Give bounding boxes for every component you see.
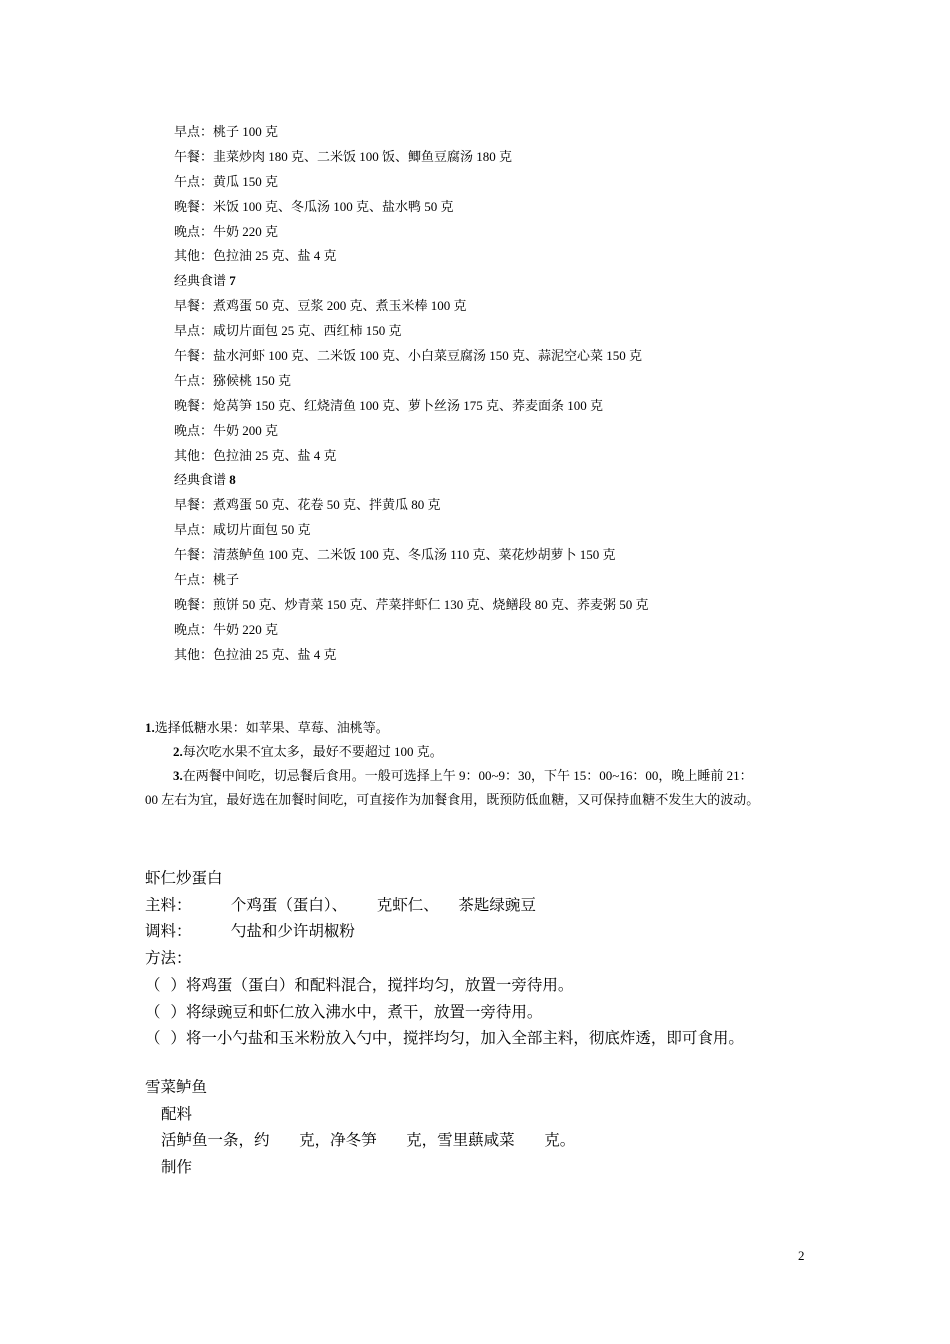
meal-line: 早餐：煮鸡蛋 50 克、豆浆 200 克、煮玉米棒 100 克 xyxy=(174,298,467,314)
recipe-perch-pickled-greens xyxy=(145,1074,825,1181)
recipe-shrimp-egg-white xyxy=(145,865,825,1052)
meal-line: 午餐：韭菜炒肉 180 克、二米饭 100 饭、鲫鱼豆腐汤 180 克 xyxy=(174,148,513,164)
meal-line: 午餐：清蒸鲈鱼 100 克、二米饭 100 克、冬瓜汤 110 克、菜花炒胡萝卜 150 克 xyxy=(174,547,616,563)
seasoning: 调料： 勺盐和少许胡椒粉 xyxy=(145,922,355,941)
meal-line: 晚点：牛奶 220 克 xyxy=(174,223,279,239)
tip-3: 3.在两餐中间吃，切忌餐后食用。一般可选择上午 9：00~9：30，下午 15：00~16：00，晚上睡前 21： xyxy=(173,768,753,783)
meal-line: 其他：色拉油 25 克、盐 4 克 xyxy=(174,248,337,264)
ingredients: 活鲈鱼一条，约 克，净冬笋 克，雪里蕻咸菜 克。 xyxy=(161,1131,576,1150)
meal-line: 午点：猕候桃 150 克 xyxy=(174,372,292,388)
meal-line: 其他：色拉油 25 克、盐 4 克 xyxy=(174,447,337,463)
tip-2: 2.每次吃水果不宜太多，最好不要超过 100 克。 xyxy=(173,744,443,759)
main-ingredients: 主料： 个鸡蛋（蛋白）、 克虾仁、 茶匙绿豌豆 xyxy=(145,895,536,914)
meal-line: 晚餐：米饭 100 克、冬瓜汤 100 克、盐水鸭 50 克 xyxy=(174,198,454,214)
meal-line: 午点：桃子 xyxy=(174,572,240,588)
meal-line: 晚餐：炝莴笋 150 克、红烧清鱼 100 克、萝卜丝汤 175 克、荞麦面条 100 克 xyxy=(174,397,604,413)
meal-line: 晚餐：煎饼 50 克、炒青菜 150 克、芹菜拌虾仁 130 克、烧鳝段 80 克、荞麦粥 50 克 xyxy=(174,596,649,612)
recipe-title: 雪菜鲈鱼 xyxy=(145,1078,208,1096)
meal-line: 晚点：牛奶 220 克 xyxy=(174,621,279,637)
meal-line: 早点：咸切片面包 50 克 xyxy=(174,522,311,538)
method-step: （ ）将一小勺盐和玉米粉放入勺中，搅拌均匀，加入全部主料，彻底炸透，即可食用。 xyxy=(145,1029,744,1048)
meal-line: 午餐：盐水河虾 100 克、二米饭 100 克、小白菜豆腐汤 150 克、蒜泥空心菜 150 克 xyxy=(174,348,643,364)
page-number: 2 xyxy=(798,1248,805,1263)
method-heading: 制作 xyxy=(161,1158,193,1177)
meal-line: 晚点：牛奶 200 克 xyxy=(174,422,279,438)
meal-line: 早点：桃子 100 克 xyxy=(174,124,279,139)
method-heading: 方法： xyxy=(145,949,192,968)
meal-line: 午点：黄瓜 150 克 xyxy=(174,173,279,189)
method-step: （ ）将绿豌豆和虾仁放入沸水中，煮干，放置一旁待用。 xyxy=(145,1002,543,1021)
method-step: （ ）将鸡蛋（蛋白）和配料混合，搅拌均匀，放置一旁待用。 xyxy=(145,975,574,994)
recipe-title: 虾仁炒蛋白 xyxy=(145,869,223,887)
meal-line: 早点：咸切片面包 25 克、西红柿 150 克 xyxy=(174,323,402,339)
meal-plan-list xyxy=(174,120,874,668)
tip-1: 1.选择低糖水果：如苹果、草莓、油桃等。 xyxy=(145,720,389,735)
meal-line: 早餐：煮鸡蛋 50 克、花卷 50 克、拌黄瓜 80 克 xyxy=(174,497,441,513)
recipe-heading: 经典食谱 8 xyxy=(174,472,236,488)
fruit-tips xyxy=(145,716,825,812)
tip-3-continued: 00 左右为宜，最好选在加餐时间吃，可直接作为加餐食用，既预防低血糖，又可保持血糖不发生大的波动。 xyxy=(145,792,760,807)
meal-line: 其他：色拉油 25 克、盐 4 克 xyxy=(174,646,337,662)
ingredients-heading: 配料 xyxy=(161,1104,193,1123)
recipe-heading: 经典食谱 7 xyxy=(174,273,236,289)
